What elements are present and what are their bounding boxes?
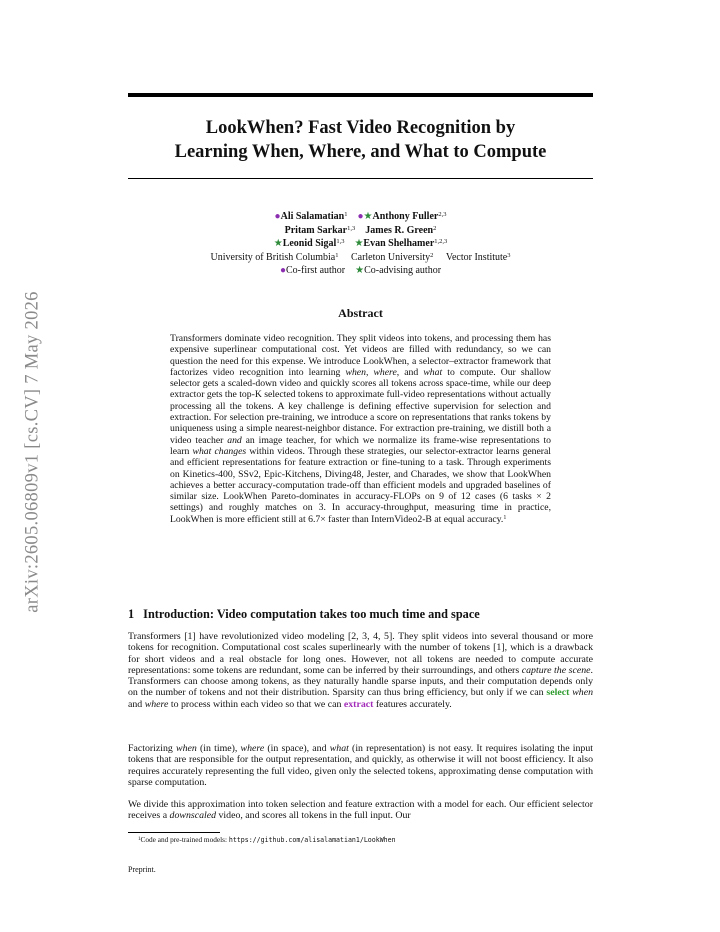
co-advising-star-icon: ★ bbox=[355, 265, 365, 277]
footnote-rule bbox=[128, 832, 220, 833]
extract-keyword: extract bbox=[343, 698, 374, 710]
author-name: Leonid Sigal bbox=[282, 238, 337, 250]
section-heading: 1 Introduction: Video computation takes too much time and space bbox=[128, 607, 480, 621]
abstract-heading: Abstract bbox=[338, 306, 383, 320]
select-keyword: select bbox=[546, 687, 570, 699]
co-first-dot-icon: ● bbox=[274, 211, 281, 222]
intro-paragraph-3: We divide this approximation into token selection and feature extraction with a model for each. Our efficient selector receives a downscaled video, and scores all tokens in the full input. Our bbox=[128, 799, 593, 822]
affiliations: University of British Columbia$^1$ Carleton University$^2$ Vector Institute$^3$ bbox=[210, 251, 511, 263]
arxiv-watermark: arXiv:2605.06809v1 [cs.CV] 7 May 2026 bbox=[22, 291, 43, 613]
footnote-marker: 1 bbox=[503, 514, 507, 521]
footnote: $^1$Code and pre-trained models: https://github.com/alisalamatian1/LookWhen bbox=[138, 835, 396, 844]
author-line-2: Pritam Sarkar$^{1,3}$ James R. Green$^2$ bbox=[284, 224, 437, 236]
author-name: Pritam Sarkar bbox=[284, 224, 348, 236]
author-line-3: ★Leonid Sigal$^{1,3}$ ★Evan Shelhamer$^{1,2,3}$ bbox=[273, 238, 448, 250]
author-block bbox=[128, 210, 593, 278]
author-name: Evan Shelhamer bbox=[363, 238, 435, 250]
author-name: Ali Salamatian bbox=[280, 211, 345, 222]
co-advising-star-icon: ★ bbox=[354, 238, 364, 250]
abstract-text: Transformers dominate video recognition. They split videos into tokens, and processing them has expensive superlinear computational cost. Yet videos are filled with redundancy, so we can question the need for this expense. We introduce LookWhen, a selector–extractor framework that factorizes video recognition into learning when, where, and what to compute. Our shallow selector gets a scaled-down video and quickly scores all tokens across space-time, while our deep extractor gets the top-K selected tokens to approximate full-video representations without actually processing all the tokens. A key challenge is defining effective supervision for selection and extraction. For selection pre-training, we introduce a score on representations that ranks tokens by uniqueness using a simple nearest-neighbor distance. For extraction pre-training, we distill both a video teacher and an image teacher, for which we normalize its frame-wise representations to learn what changes within videos. Through these strategies, our selector-extractor learns general and efficient representations for feature extraction or fine-tuning to a task. Through experiments on Kinetics-400, SSv2, Epic-Kitchens, Diving48, Jester, and Charades, we show that LookWhen achieves a better accuracy-computation trade-off than efficient models and upgraded baselines of similar size. LookWhen Pareto-dominates in accuracy-FLOPs on 9 of 12 cases (6 tasks × 2 settings) and roughly matches on 3. In accuracy-throughput, measuring time in practice, LookWhen is more efficient still at 6.7× faster than InternVideo2-B at equal accuracy.$^1$ bbox=[170, 333, 551, 525]
author-name: James R. Green bbox=[365, 224, 434, 236]
intro-paragraph-1: Transformers [1] have revolutionized video modeling [2, 3, 4, 5]. They split videos into several thousand or more tokens for recognition. Computational cost scales superlinearly with the number of tokens [1], which is a drawback for short videos and a real obstacle for long ones. However, not all tokens are needed to compute accurate representations: some tokens are redundant, some can be inferred by their surroundings, and others capture the scene. Transformers can choose among tokens, as they naturally handle sparse inputs, and their computation depends only on the number of tokens and not their distribution. Sparsity can thus bring efficiency, but only if we can select when and where to process within each video so that we can extract features accurately. bbox=[128, 631, 593, 710]
co-advising-star-icon: ★ bbox=[363, 211, 373, 222]
co-first-dot-icon: ● bbox=[279, 265, 286, 277]
co-advising-star-icon: ★ bbox=[273, 238, 283, 250]
code-link[interactable]: https://github.com/alisalamatian1/LookWhen bbox=[228, 836, 396, 844]
author-name: Anthony Fuller bbox=[372, 211, 439, 222]
author-notes: ●Co-first author ★Co-advising author bbox=[279, 265, 442, 277]
title-top-rule bbox=[128, 93, 593, 97]
intro-paragraph-2: Factorizing when (in time), where (in space), and what (in representation) is not easy. It requires isolating the input tokens that are responsible for the output representation, and quickly, as otherwise it will not boost efficiency. It also requires accurately representing the full video, given only the selected tokens, approximating dense computation with sparse computation. bbox=[128, 743, 593, 788]
co-first-dot-icon: ● bbox=[357, 211, 364, 222]
paper-title: LookWhen? Fast Video Recognition by Learning When, Where, and What to Compute bbox=[174, 118, 547, 162]
preprint-label: Preprint. bbox=[128, 865, 156, 874]
title-bottom-rule bbox=[128, 178, 593, 179]
author-line-1: ●Ali Salamatian$^1$ ●★Anthony Fuller$^{2,3}$ bbox=[274, 211, 447, 222]
